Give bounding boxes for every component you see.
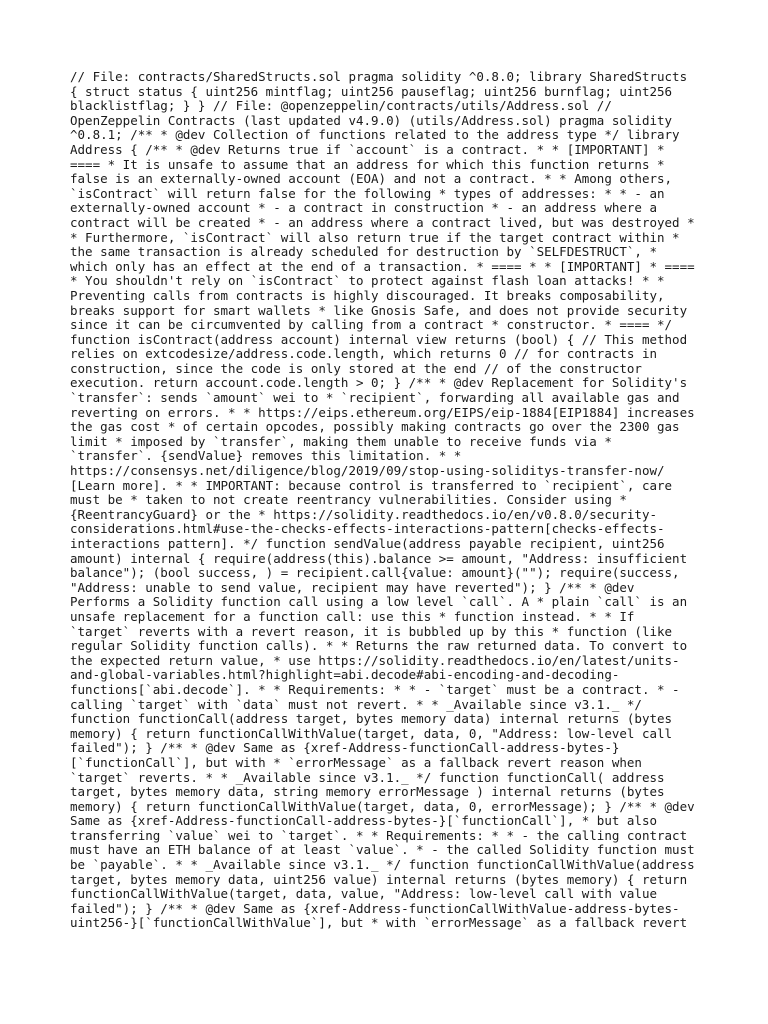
text-line: limit * imposed by `transfer`, making them unable to receive funds via * [70,433,612,449]
text-line: must be * taken to not create reentrancy vulnerabilities. Consider using * [70,492,627,508]
text-line: ==== * It is unsafe to assume that an address for which this function returns * [70,156,665,172]
text-line: the gas cost * of certain opcodes, possibly making contracts go over the 2300 gas [70,419,680,435]
text-line: Same as {xref-Address-functionCall-address-bytes-}[`functionCall`], * but also [70,813,657,829]
text-line: relies on extcodesize/address.code.length, which returns 0 // for contracts in [70,346,657,362]
text-line: the same transaction is already scheduled for destruction by `SELFDESTRUCT`, * [70,244,657,260]
text-line: `isContract` will return false for the following * types of addresses: * * - an [70,185,665,201]
text-line: the expected return value, * use https://solidity.readthedocs.io/en/latest/units- [70,652,680,668]
text-line: memory) { return functionCallWithValue(target, data, 0, "Address: low-level call [70,725,673,741]
text-line: transferring `value` wei to `target`. * * Requirements: * * - the calling contract [70,827,688,843]
text-line: function functionCall(address target, bytes memory data) internal returns (bytes [70,711,673,727]
text-line: "Address: unable to send value, recipient may have reverted"); } /** * @dev [70,579,635,595]
text-line: OpenZeppelin Contracts (last updated v4.9.0) (utils/Address.sol) pragma solidity [70,112,673,128]
text-line: target, bytes memory data, string memory errorMessage ) internal returns (bytes [70,784,665,800]
text-line: externally-owned account * - a contract in construction * - an address where a [70,200,657,216]
text-line: since it can be circumvented by calling from a contract * constructor. * ==== */ [70,317,673,333]
text-line: `target` reverts with a revert reason, it is bubbled up by this * function (like [70,623,673,639]
text-line: must have an ETH balance of at least `value`. * - the called Solidity function must [70,842,695,858]
text-line: [`functionCall`], but with * `errorMessage` as a fallback revert reason when [70,754,642,770]
text-line: and-global-variables.html?highlight=abi.decode#abi-encoding-and-decoding- [70,667,620,683]
text-line: failed"); } /** * @dev Same as {xref-Address-functionCallWithValue-address-bytes- [70,900,680,916]
text-line: * You shouldn't rely on `isContract` to protect against flash loan attacks! * * [70,273,665,289]
text-line: * Furthermore, `isContract` will also return true if the target contract within * [70,229,680,245]
code-text-block [70,70,700,931]
text-line: regular Solidity function calls). * * Returns the raw returned data. To convert to [70,638,688,654]
text-line: amount) internal { require(address(this).balance >= amount, "Address: insufficient [70,550,688,566]
text-line: target, bytes memory data, uint256 value) internal returns (bytes memory) { return [70,871,688,887]
text-line: balance"); (bool success, ) = recipient.call{value: amount}(""); require(success, [70,565,680,581]
text-line: {ReentrancyGuard} or the * https://solidity.readthedocs.io/en/v0.8.0/security- [70,506,657,522]
text-line: calling `target` with `data` must not revert. * * _Available since v3.1._ */ [70,696,642,712]
text-line: functionCallWithValue(target, data, value, "Address: low-level call with value [70,886,657,902]
text-line: construction, since the code is only stored at the end // of the constructor [70,360,642,376]
text-line: execution. return account.code.length > 0; } /** * @dev Replacement for Solidity's [70,375,688,391]
text-line: Address { /** * @dev Returns true if `account` is a contract. * * [IMPORTANT] * [70,141,665,157]
text-line: be `payable`. * * _Available since v3.1._ */ function functionCallWithValue(address [70,857,695,873]
text-line: { struct status { uint256 mintflag; uint256 pauseflag; uint256 burnflag; uint256 [70,83,673,99]
text-line: `target` reverts. * * _Available since v3.1._ */ function functionCall( address [70,769,665,785]
text-line: Performs a Solidity function call using a low level `call`. A * plain `call` is an [70,594,688,610]
text-line: `transfer`. {sendValue} removes this limitation. * * [70,448,462,464]
text-line: which only has an effect at the end of a transaction. * ==== * * [IMPORTANT] * ==== [70,258,695,274]
text-line: https://consensys.net/diligence/blog/2019/09/stop-using-soliditys-transfer-now/ [70,463,665,479]
text-line: blacklistflag; } } // File: @openzeppelin/contracts/utils/Address.sol // [70,98,612,114]
text-line: unsafe replacement for a function call: use this * function instead. * * If [70,608,635,624]
text-line: Preventing calls from contracts is highly discouraged. It breaks composability, [70,287,665,303]
text-line: function isContract(address account) internal view returns (bool) { // This method [70,331,688,347]
text-line: reverting on errors. * * https://eips.ethereum.org/EIPS/eip-1884[EIP1884] increases [70,404,695,420]
text-line: considerations.html#use-the-checks-effects-interactions-pattern[checks-effects- [70,521,665,537]
text-line: functions[`abi.decode`]. * * Requirements: * * - `target` must be a contract. * - [70,681,680,697]
text-line: interactions pattern]. */ function sendValue(address payable recipient, uint256 [70,536,665,551]
text-line: uint256-}[`functionCallWithValue`], but * with `errorMessage` as a fallback revert [70,915,688,931]
text-line: failed"); } /** * @dev Same as {xref-Address-functionCall-address-bytes-} [70,740,620,756]
text-line: memory) { return functionCallWithValue(target, data, 0, errorMessage); } /** * @dev [70,798,695,814]
document-page [70,70,700,931]
text-line: // File: contracts/SharedStructs.sol pragma solidity ^0.8.0; library SharedStructs [70,69,688,84]
text-line: `transfer`: sends `amount` wei to * `recipient`, forwarding all available gas and [70,390,680,406]
text-line: contract will be created * - an address where a contract lived, but was destroyed * [70,214,695,230]
text-line: ^0.8.1; /** * @dev Collection of functions related to the address type */ library [70,127,680,143]
text-line: false is an externally-owned account (EOA) and not a contract. * * Among others, [70,171,673,187]
text-line: [Learn more]. * * IMPORTANT: because control is transferred to `recipient`, care [70,477,673,493]
text-line: breaks support for smart wallets * like Gnosis Safe, and does not provide security [70,302,688,318]
